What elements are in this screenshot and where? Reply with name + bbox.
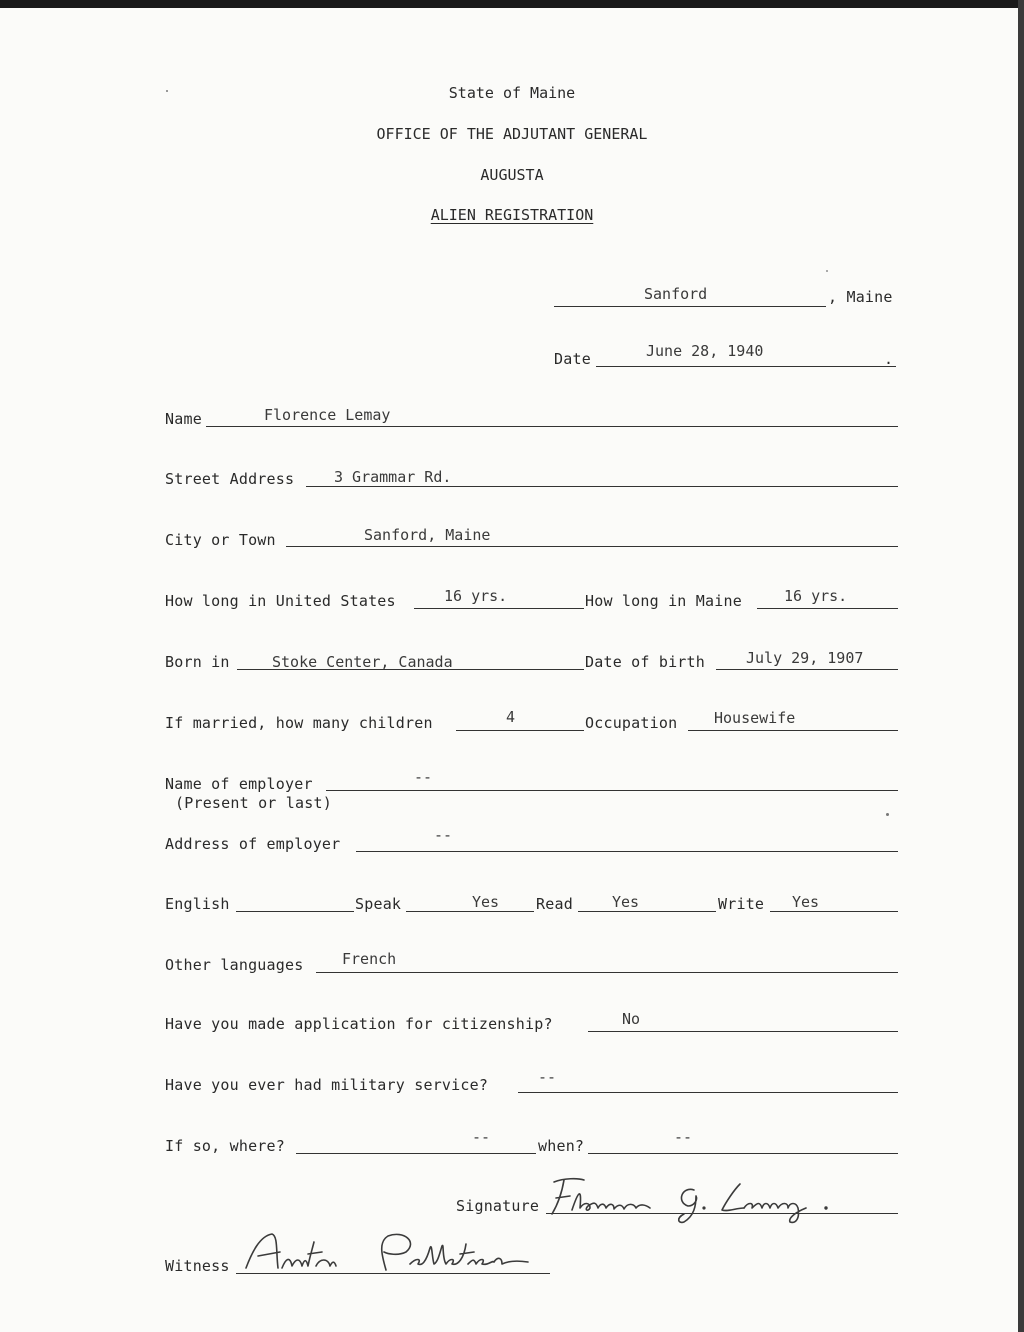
date-end-period: . <box>884 350 894 368</box>
name-line <box>206 426 898 427</box>
born-label: Born in <box>165 653 230 671</box>
street-line <box>306 486 898 487</box>
english-label: English <box>165 895 230 913</box>
employer-line <box>326 790 898 791</box>
us-time-value: 16 yrs. <box>444 587 508 605</box>
scan-speck <box>886 813 889 816</box>
scan-edge-top <box>0 0 1024 8</box>
occupation-line <box>688 730 898 731</box>
military-value: -- <box>538 1068 557 1086</box>
english-line <box>236 911 354 912</box>
maine-time-value: 16 yrs. <box>784 587 848 605</box>
employer-address-line <box>356 851 898 852</box>
dob-label: Date of birth <box>585 653 705 671</box>
city-value: Sanford, Maine <box>364 526 491 544</box>
witness-handwriting <box>238 1222 548 1280</box>
name-value: Florence Lemay <box>264 406 391 424</box>
employer-address-label: Address of employer <box>165 835 341 853</box>
street-value: 3 Grammar Rd. <box>334 468 452 486</box>
employer-address-value: -- <box>434 826 453 844</box>
where-value: -- <box>472 1128 491 1146</box>
employer-sublabel: (Present or last) <box>175 794 332 812</box>
street-label: Street Address <box>165 470 295 488</box>
dob-line <box>716 669 898 670</box>
other-languages-value: French <box>342 950 397 968</box>
date-label: Date <box>554 350 591 368</box>
header-state: State of Maine <box>448 84 576 102</box>
citizenship-label: Have you made application for citizenship? <box>165 1015 553 1033</box>
write-label: Write <box>718 895 765 913</box>
when-value: -- <box>674 1128 693 1146</box>
signature-label: Signature <box>456 1197 540 1215</box>
scan-speck <box>166 90 168 92</box>
place-value: Sanford <box>644 285 708 303</box>
name-label: Name <box>165 410 202 428</box>
military-label: Have you ever had military service? <box>165 1076 489 1094</box>
read-label: Read <box>536 895 573 913</box>
when-line <box>588 1153 898 1154</box>
city-line <box>286 546 898 547</box>
where-line <box>296 1153 536 1154</box>
occupation-value: Housewife <box>714 709 796 727</box>
children-value: 4 <box>506 708 516 726</box>
read-line <box>578 911 716 912</box>
place-state-suffix: , Maine <box>828 288 893 306</box>
occupation-label: Occupation <box>585 714 678 732</box>
military-line <box>518 1092 898 1093</box>
citizenship-line <box>588 1031 898 1032</box>
children-label: If married, how many children <box>165 714 433 732</box>
other-languages-label: Other languages <box>165 956 304 974</box>
date-value: June 28, 1940 <box>646 342 764 360</box>
when-label: when? <box>538 1137 585 1155</box>
write-line <box>770 911 898 912</box>
other-languages-line <box>316 972 898 973</box>
scan-edge-right <box>1018 0 1024 1332</box>
header-office: OFFICE OF THE ADJUTANT GENERAL <box>376 125 648 143</box>
us-time-label: How long in United States <box>165 592 396 610</box>
employer-value: -- <box>414 768 433 786</box>
maine-time-label: How long in Maine <box>585 592 742 610</box>
speak-line <box>406 911 534 912</box>
citizenship-value: No <box>622 1010 641 1028</box>
dob-value: July 29, 1907 <box>746 649 864 667</box>
speak-value: Yes <box>472 893 500 911</box>
us-time-line <box>414 608 584 609</box>
scan-speck <box>826 270 828 272</box>
born-value: Stoke Center, Canada <box>272 653 453 671</box>
children-line <box>456 730 584 731</box>
read-value: Yes <box>612 893 640 911</box>
employer-label: Name of employer <box>165 775 313 793</box>
witness-label: Witness <box>165 1257 230 1275</box>
form-title: ALIEN REGISTRATION <box>430 206 594 224</box>
speak-label: Speak <box>355 895 402 913</box>
city-label: City or Town <box>165 531 276 549</box>
place-line <box>554 306 826 307</box>
header-city: AUGUSTA <box>480 166 544 184</box>
write-value: Yes <box>792 893 820 911</box>
date-line <box>596 366 896 367</box>
where-label: If so, where? <box>165 1137 285 1155</box>
signature-handwriting <box>544 1172 844 1226</box>
maine-time-line <box>757 608 898 609</box>
